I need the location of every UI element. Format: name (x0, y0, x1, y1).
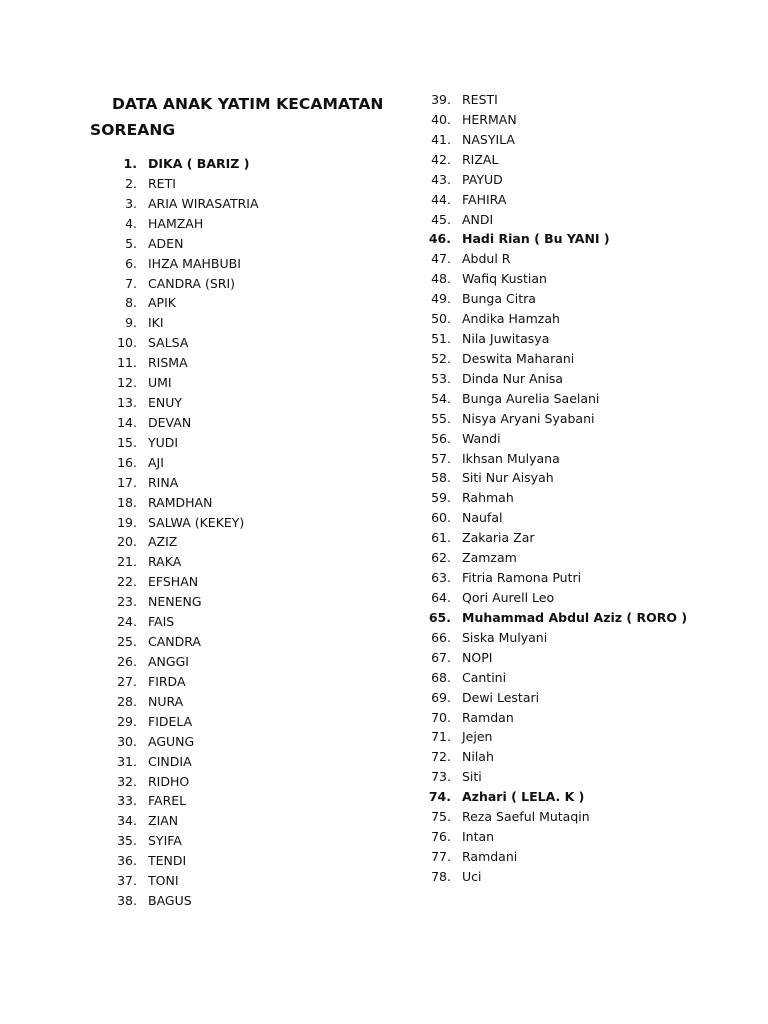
list-item-name: CANDRA (148, 634, 201, 650)
list-item-number: 22. (117, 574, 137, 590)
list-item-number: 72. (431, 749, 451, 765)
list-item-name: Nilah (462, 749, 494, 765)
list-item-name: EFSHAN (148, 574, 199, 590)
list-item-name: Jejen (462, 729, 493, 745)
list-item-number: 47. (431, 251, 451, 267)
list-item-number: 73. (431, 769, 451, 785)
list-item-number: 38. (117, 893, 137, 909)
list-item-name: CINDIA (148, 753, 192, 769)
list-item-number: 27. (117, 673, 137, 689)
list-item-name: RESTI (462, 92, 498, 107)
list-item-name: Siska Mulyani (462, 629, 548, 645)
list-item-name: RETI (148, 175, 176, 191)
list-item-number: 54. (431, 390, 451, 406)
list-item-number: 46. (428, 231, 451, 247)
list-item-name: Hadi Rian ( Bu YANI ) (462, 231, 610, 247)
list-item-number: 20. (117, 534, 137, 550)
list-item-number: 40. (431, 111, 451, 127)
list-item-name: Zamzam (462, 550, 517, 566)
list-item-name: TENDI (148, 853, 187, 869)
list-item-number: 50. (431, 311, 451, 327)
list-item-number: 24. (117, 614, 137, 630)
list-item-number: 68. (431, 669, 451, 685)
list-item-name: Wandi (462, 430, 501, 446)
list-item-name: Bunga Aurelia Saelani (462, 390, 600, 406)
list-item-number: 77. (431, 848, 451, 864)
list-item-number: 25. (117, 634, 137, 650)
list-item-name: TONI (148, 873, 179, 889)
list-item-number: 53. (431, 370, 451, 386)
list-item-number: 43. (431, 171, 451, 187)
list-item-number: 10. (117, 335, 137, 351)
list-item-number: 15. (117, 434, 137, 450)
list-item-number: 37. (117, 873, 137, 889)
list-item-number: 19. (117, 514, 137, 530)
list-item-name: Ikhsan Mulyana (462, 450, 560, 466)
list-item-number: 36. (117, 853, 137, 869)
list-item-name: HERMAN (462, 111, 517, 127)
list-item-name: Ramdan (462, 709, 514, 725)
list-item-name: Reza Saeful Mutaqin (462, 809, 590, 825)
list-item-name: Deswita Maharani (462, 350, 575, 366)
list-item-name: Abdul R (462, 251, 511, 267)
list-item-number: 78. (431, 868, 451, 884)
list-item-name: DEVAN (148, 414, 192, 430)
list-item-name: NURA (148, 693, 184, 709)
list-item-number: 64. (431, 590, 451, 605)
list-item-name: Qori Aurell Leo (462, 590, 555, 605)
list-item-number: 74. (428, 789, 451, 805)
list-item-name: Bunga Citra (462, 291, 536, 307)
list-item-name: Dinda Nur Anisa (462, 370, 564, 386)
list-item-number: 44. (431, 191, 451, 207)
list-item-name: DIKA ( BARIZ ) (148, 156, 250, 171)
list-item-number: 58. (431, 470, 451, 486)
list-item-number: 32. (117, 773, 137, 789)
list-item-number: 2. (125, 175, 137, 191)
list-item-name: Zakaria Zar (462, 530, 535, 546)
list-item-number: 76. (431, 829, 451, 845)
list-item-name: Intan (462, 829, 495, 845)
list-item-name: RIZAL (462, 151, 499, 167)
list-item-name: ADEN (148, 235, 184, 251)
list-item-number: 69. (431, 689, 451, 705)
list-item-name: ANGGI (148, 654, 189, 669)
list-item-name: AZIZ (148, 534, 178, 550)
list-item-name: RIDHO (148, 773, 190, 789)
list-item-name: SYIFA (148, 833, 182, 849)
list-item-number: 14. (117, 414, 137, 430)
list-item-name: SALWA (KEKEY) (148, 514, 245, 530)
list-item-number: 9. (125, 315, 137, 331)
list-item-number: 67. (431, 649, 451, 665)
list-item-number: 28. (117, 693, 137, 709)
list-item-number: 71. (431, 729, 451, 745)
list-item-number: 21. (117, 554, 137, 570)
list-item-number: 57. (431, 450, 451, 466)
list-item-number: 1. (123, 156, 137, 171)
name-list-right-column (415, 90, 745, 890)
list-item-name: NENENG (148, 594, 202, 610)
list-item-number: 7. (125, 275, 137, 291)
list-item-number: 30. (117, 733, 137, 749)
list-item-name: Wafiq Kustian (462, 271, 547, 287)
list-item-name: FIRDA (148, 673, 186, 689)
list-item-name: ENUY (148, 395, 183, 411)
title-line-1: DATA ANAK YATIM KECAMATAN (112, 95, 384, 113)
list-item-name: ANDI (462, 211, 494, 227)
list-item-number: 31. (117, 753, 137, 769)
list-item-number: 52. (431, 350, 451, 366)
name-list-left-column (101, 154, 401, 914)
list-item-name: Nisya Aryani Syabani (462, 410, 595, 426)
list-item-number: 62. (431, 550, 451, 566)
list-item-number: 51. (431, 331, 451, 347)
list-item-name: NASYILA (462, 131, 515, 147)
list-item-name: NOPI (462, 649, 493, 665)
list-item-number: 23. (117, 594, 137, 610)
list-item-name: RINA (148, 474, 179, 490)
list-item-name: CANDRA (SRI) (148, 275, 236, 291)
list-item-number: 3. (125, 195, 137, 211)
list-item-name: RISMA (148, 355, 188, 371)
list-item-number: 49. (431, 291, 451, 307)
list-item-number: 35. (117, 833, 137, 849)
list-item-name: HAMZAH (148, 215, 204, 231)
list-item-name: Dewi Lestari (462, 689, 540, 705)
list-item-name: ARIA WIRASATRIA (148, 195, 259, 211)
list-item-number: 8. (125, 295, 137, 311)
title-line-2: SOREANG (90, 121, 176, 139)
list-item-number: 11. (117, 355, 137, 371)
list-item-number: 56. (431, 430, 451, 446)
list-item-name: RAMDHAN (148, 494, 213, 510)
list-item-name: UMI (148, 375, 172, 391)
list-item-number: 75. (431, 809, 451, 825)
list-item-number: 18. (117, 494, 137, 510)
list-item-number: 60. (431, 510, 451, 526)
list-item-number: 33. (117, 793, 137, 809)
list-item-name: APIK (148, 295, 176, 311)
list-item-number: 29. (117, 713, 137, 729)
list-item-name: PAYUD (462, 171, 503, 187)
list-item-name: Rahmah (462, 490, 514, 506)
list-item-name: Muhammad Abdul Aziz ( RORO ) (462, 609, 688, 625)
list-item-number: 6. (125, 255, 137, 271)
list-item-number: 65. (428, 609, 451, 625)
list-item-number: 45. (431, 211, 451, 227)
list-item-number: 59. (431, 490, 451, 506)
list-item-name: IKI (148, 315, 164, 331)
list-item-name: Andika Hamzah (462, 311, 560, 327)
list-item-number: 48. (431, 271, 451, 287)
list-item-name: RAKA (148, 554, 182, 570)
list-item-number: 42. (431, 151, 451, 167)
list-item-name: Azhari ( LELA. K ) (462, 789, 585, 805)
list-item-number: 17. (117, 474, 137, 490)
list-item-number: 26. (117, 654, 137, 669)
list-item-number: 41. (431, 131, 451, 147)
list-item-number: 4. (125, 215, 137, 231)
list-item-number: 55. (431, 410, 451, 426)
list-item-name: AJI (148, 454, 164, 470)
list-item-name: Cantini (462, 669, 507, 685)
list-item-name: Siti Nur Aisyah (462, 470, 554, 486)
list-item-name: AGUNG (148, 733, 195, 749)
list-item-name: Siti (462, 769, 482, 785)
list-item-number: 66. (431, 629, 451, 645)
list-item-number: 5. (125, 235, 137, 251)
list-item-number: 63. (431, 570, 451, 586)
list-item-name: FAIS (148, 614, 175, 630)
list-item-name: Nila Juwitasya (462, 331, 550, 347)
document-title (90, 91, 390, 143)
list-item-name: Ramdani (462, 848, 518, 864)
list-item-number: 61. (431, 530, 451, 546)
list-item-number: 34. (117, 813, 137, 829)
list-item-number: 70. (431, 709, 451, 725)
list-item-name: FIDELA (148, 713, 193, 729)
list-item-number: 16. (117, 454, 137, 470)
list-item-name: SALSA (148, 335, 189, 351)
list-item-name: ZIAN (148, 813, 179, 829)
list-item-name: FAREL (148, 793, 187, 809)
list-item-number: 13. (117, 395, 137, 411)
list-item-name: Fitria Ramona Putri (462, 570, 582, 586)
list-item-number: 39. (431, 92, 451, 107)
list-item-name: Naufal (462, 510, 503, 526)
list-item-name: IHZA MAHBUBI (148, 255, 241, 271)
list-item-name: Uci (462, 868, 482, 884)
list-item-name: FAHIRA (462, 191, 507, 207)
list-item-name: BAGUS (148, 893, 192, 909)
list-item-number: 12. (117, 375, 137, 391)
list-item-name: YUDI (148, 434, 179, 450)
